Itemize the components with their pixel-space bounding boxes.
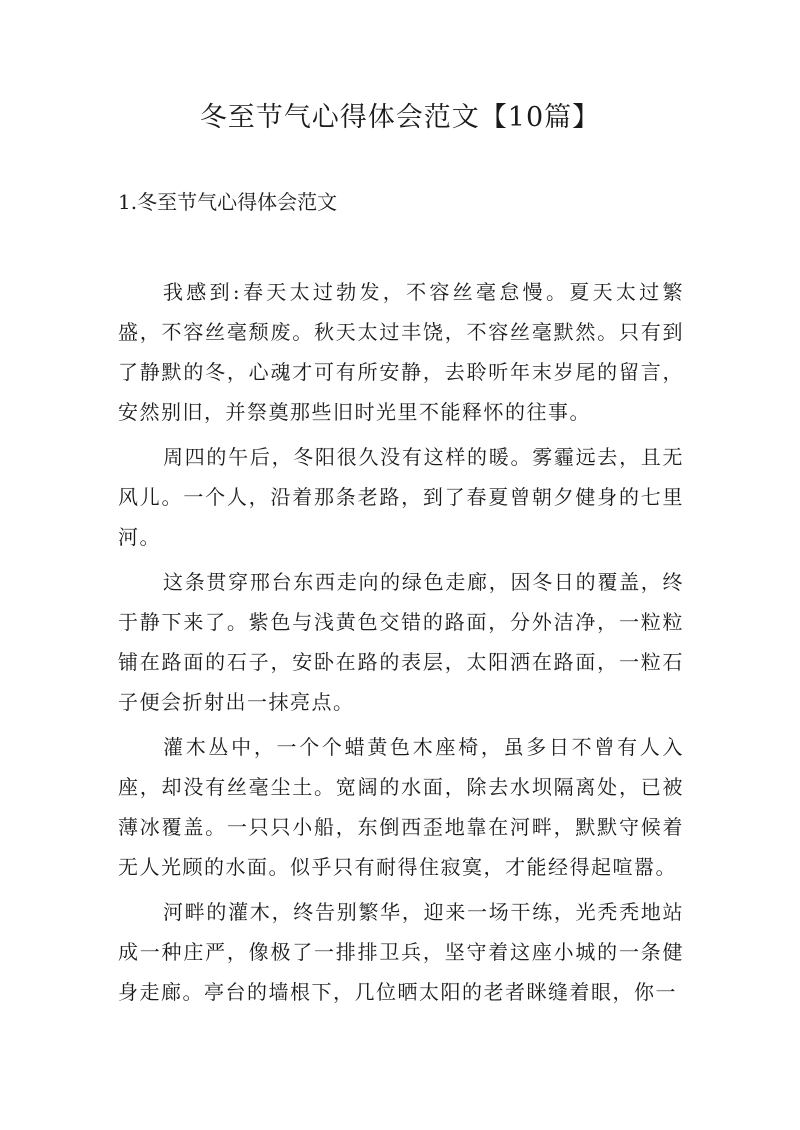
paragraph: 周四的午后，冬阳很久没有这样的暖。雾霾远去，且无风儿。一个人，沿着那条老路，到了春夏曾朝夕健身的七里河。 xyxy=(118,445,684,549)
paragraph: 这条贯穿邢台东西走向的绿色走廊，因冬日的覆盖，终于静下来了。紫色与浅黄色交错的路面，分外洁净，一粒粒铺在路面的石子，安卧在路的表层，太阳洒在路面，一粒石子便会折射出一抹亮点。 xyxy=(118,570,684,714)
section-heading: 1.冬至节气心得体会范文 xyxy=(118,190,338,214)
paragraph: 灌木丛中，一个个蜡黄色木座椅，虽多日不曾有人入座，却没有丝毫尘土。宽阔的水面，除去水坝隔离处，已被薄冰覆盖。一只只小船，东倒西歪地靠在河畔，默默守候着无人光顾的水面。似乎只有耐得住寂寞，才能经得起喧嚣。 xyxy=(118,735,684,879)
document-body xyxy=(118,272,684,1017)
paragraph: 我感到:春天太过勃发，不容丝毫怠慢。夏天太过繁盛，不容丝毫颓废。秋天太过丰饶，不容丝毫默然。只有到了静默的冬，心魂才可有所安静，去聆听年末岁尾的留言，安然别旧，并祭奠那些旧时光里不能释怀的往事。 xyxy=(118,280,684,424)
paragraph: 河畔的灌木，终告别繁华，迎来一场干练，光秃秃地站成一种庄严，像极了一排排卫兵，坚守着这座小城的一条健身走廊。亭台的墙根下，几位晒太阳的老者眯缝着眼，你一 xyxy=(118,900,684,1004)
document-title: 冬至节气心得体会范文【10篇】 xyxy=(199,102,601,133)
